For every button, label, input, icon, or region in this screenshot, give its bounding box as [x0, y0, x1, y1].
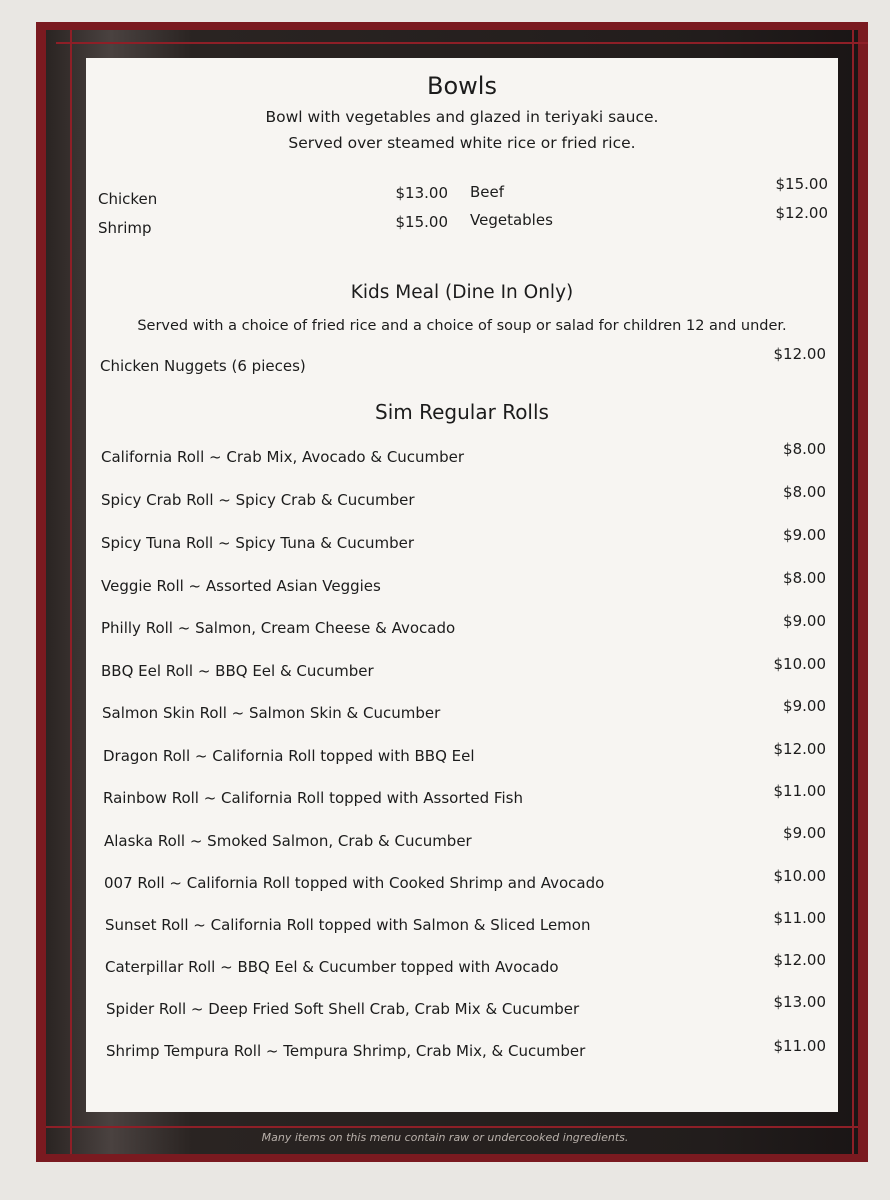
roll-item-price: $10.00 [773, 655, 826, 673]
kids-meal-title: Kids Meal (Dine In Only) [350, 282, 574, 303]
roll-item-name: Caterpillar Roll ~ BBQ Eel & Cucumber topped with Avocado [105, 958, 559, 976]
roll-item-price: $9.00 [783, 697, 826, 715]
bowls-description-line2: Served over steamed white rice or fried rice. [288, 134, 636, 152]
roll-item-price: $11.00 [773, 782, 826, 800]
bowl-item-price: $15.00 [775, 175, 828, 193]
roll-item-price: $9.00 [783, 526, 826, 544]
roll-item-price: $8.00 [783, 569, 826, 587]
roll-item-price: $10.00 [773, 867, 826, 885]
bowls-title: Bowls [427, 72, 497, 100]
frame-line-left [70, 30, 72, 1154]
roll-item-name: Veggie Roll ~ Assorted Asian Veggies [101, 577, 381, 595]
roll-item-name: Salmon Skin Roll ~ Salmon Skin & Cucumber [102, 704, 441, 722]
roll-item-name: 007 Roll ~ California Roll topped with Cooked Shrimp and Avocado [104, 874, 605, 892]
roll-item-name: BBQ Eel Roll ~ BBQ Eel & Cucumber [101, 662, 374, 680]
roll-item-name: Spicy Crab Roll ~ Spicy Crab & Cucumber [101, 491, 415, 509]
roll-item-price: $11.00 [773, 909, 826, 927]
roll-item-price: $13.00 [773, 993, 826, 1011]
roll-item-name: Spider Roll ~ Deep Fried Soft Shell Crab, Crab Mix & Cucumber [106, 1000, 580, 1018]
bowl-item-name: Vegetables [470, 211, 553, 229]
roll-item-price: $8.00 [783, 440, 826, 458]
frame-line-right [852, 30, 854, 1154]
bowl-item-name: Chicken [98, 190, 158, 208]
roll-item-name: Dragon Roll ~ California Roll topped with BBQ Eel [103, 747, 475, 765]
frame-line-top [56, 42, 868, 44]
bowl-item-name: Beef [470, 183, 505, 201]
kids-meal-description: Served with a choice of fried rice and a choice of soup or salad for children 12 and under. [137, 318, 787, 334]
bowl-item-price: $12.00 [775, 204, 828, 222]
raw-food-disclaimer: Many items on this menu contain raw or undercooked ingredients. [261, 1131, 629, 1144]
roll-item-name: Philly Roll ~ Salmon, Cream Cheese & Avocado [101, 619, 456, 637]
roll-item-price: $9.00 [783, 824, 826, 842]
kids-item-name: Chicken Nuggets (6 pieces) [100, 357, 306, 375]
roll-item-name: Rainbow Roll ~ California Roll topped with Assorted Fish [103, 789, 523, 807]
menu-page [86, 58, 838, 1112]
roll-item-price: $9.00 [783, 612, 826, 630]
bowl-item-name: Shrimp [98, 219, 152, 237]
roll-item-name: California Roll ~ Crab Mix, Avocado & Cucumber [101, 448, 465, 466]
roll-item-price: $12.00 [773, 951, 826, 969]
bowls-description-line1: Bowl with vegetables and glazed in teriyaki sauce. [265, 108, 659, 126]
roll-item-name: Alaska Roll ~ Smoked Salmon, Crab & Cucumber [104, 832, 472, 850]
roll-item-name: Spicy Tuna Roll ~ Spicy Tuna & Cucumber [101, 534, 415, 552]
roll-item-price: $12.00 [773, 740, 826, 758]
roll-item-price: $11.00 [773, 1037, 826, 1055]
rolls-title: Sim Regular Rolls [375, 400, 549, 424]
bowl-item-price: $15.00 [395, 213, 448, 231]
bowl-item-price: $13.00 [395, 184, 448, 202]
roll-item-name: Sunset Roll ~ California Roll topped with Salmon & Sliced Lemon [105, 916, 591, 934]
roll-item-price: $8.00 [783, 483, 826, 501]
frame-line-bottom [46, 1126, 858, 1128]
roll-item-name: Shrimp Tempura Roll ~ Tempura Shrimp, Crab Mix, & Cucumber [106, 1042, 586, 1060]
kids-item-price: $12.00 [773, 345, 826, 363]
